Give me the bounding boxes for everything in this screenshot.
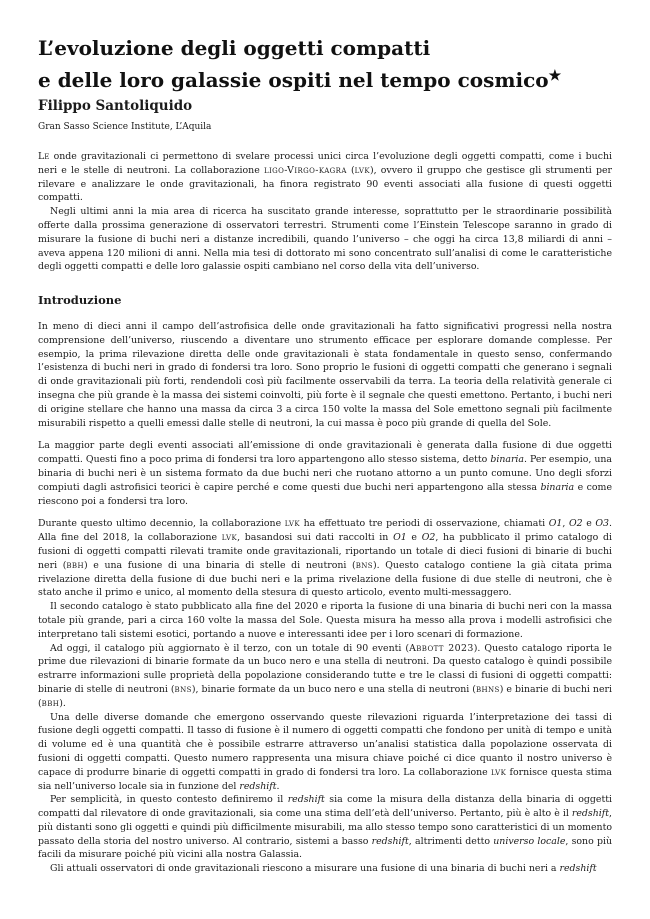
run-label: O2 <box>568 518 583 530</box>
body-paragraph-8 <box>38 862 612 876</box>
body-text: ). Questo catalogo riporta le prime due rilevazioni di binarie formate da un buco nero e una stella di neutroni. Da questo catalogo è quindi possibile estrarre informazioni sulle proprietà della popolazione considerando tutte e tre le classi di fusioni di oggetti compatti: binarie di stelle di neutroni ( <box>38 642 612 695</box>
acronym: bhns <box>475 683 500 695</box>
body-text: e <box>406 532 422 544</box>
emphasis-term: redshift <box>239 780 277 792</box>
author-affiliation: Gran Sasso Science Institute, L’Aquila <box>38 122 212 132</box>
run-label: O2 <box>421 532 436 544</box>
acronym: bns <box>355 559 373 571</box>
body-text: ). <box>59 697 66 709</box>
article-title <box>38 34 618 94</box>
abstract-text: onde gravitazionali ci permettono di svelare processi unici circa l’evoluzione degli oggetti compatti, come i buchi neri e le stelle di neutroni. La collaborazione <box>38 151 612 176</box>
body-text: e <box>582 518 596 530</box>
body-text: e come riescono poi a fondersi tra loro. <box>38 481 612 507</box>
body-text: Gli attuali osservatori di onde gravitazionali riescono a misurare una fusione di una binaria di buchi neri a <box>50 863 560 875</box>
author-name: Filippo Santoliquido <box>38 98 193 114</box>
emphasis-term: redshift <box>559 863 597 875</box>
abstract-paragraph-2: Negli ultimi anni la mia area di ricerca ha suscitato grande interesse, soprattutto per le straordinarie possibilità offerte dalla prossima generazione di osservatori terrestri. Strumenti come l’Einstein Telescope saranno in grado di misurare la fusione di buchi neri a distanze incredibili, quando l’universo – che oggi ha circa 13,8 miliardi di anni – aveva appena 120 milioni di anni. Nella mia tesi di dottorato mi sono concentrato sull’analisi di come le caratteristiche degli oggetti compatti e delle loro galassie ospiti cambiano nel corso della vita dell’universo. <box>38 206 612 273</box>
acronym: bbh <box>66 559 84 571</box>
abstract-text: ), ovvero il gruppo che gestisce gli strumenti per rilevare e analizzare le onde gravitazionali, ha finora registrato 90 eventi associati alla fusione di questi oggetti compatti. <box>38 164 612 204</box>
section-heading: Introduzione <box>38 293 122 307</box>
abstract-paragraph-1 <box>38 150 612 205</box>
title-line-2-text: e delle loro galassie ospiti nel tempo cosmico <box>38 68 549 92</box>
abstract <box>38 150 612 274</box>
acronym: lvk <box>284 518 301 530</box>
body-text: ). Questo catalogo contiene la già citata prima rivelazione diretta della fusione di due buchi neri e la prima rivelazione della fusione di due stelle di neutroni, che è stato anche il primo e unico, al momento della stesura di questo articolo, evento multi-messaggero. <box>38 559 612 599</box>
body-text: sia come la misura della distanza della binaria di oggetti compatti dal rilevatore di onde gravitazionali, sia come una stima dell’età dell’universo. Pertanto, più è alto è il <box>38 794 612 820</box>
body-text: . Alla fine del 2018, la collaborazione <box>38 518 612 544</box>
body-text: ) e una fusione di una binaria di stelle di neutroni ( <box>83 559 356 571</box>
run-label: O3 <box>595 518 610 530</box>
title-line-1: L’evoluzione degli oggetti compatti <box>38 36 431 60</box>
acronym: bns <box>174 683 192 695</box>
citation: Abbott 2023 <box>409 642 474 654</box>
body-text: , basandosi sui dati raccolti in <box>237 532 394 544</box>
body-text: , più distanti sono gli oggetti e quindi più difficilmente misurabili, ma allo stesso tempo sono caratteristici di un momento passato della storia del nostro universo. Al contrario, sistemi a basso <box>38 808 612 847</box>
title-line-2 <box>38 62 618 94</box>
run-label: O1 <box>393 532 407 544</box>
body-text: , ha pubblicato il primo catalogo di fusioni di oggetti compatti rilevati tramite onde gravitazionali, riportando un totale di dieci fusioni di binarie di buchi neri ( <box>38 532 612 571</box>
body-paragraph-1: In meno di dieci anni il campo dell’astrofisica delle onde gravitazionali ha fatto significativi progressi nella nostra comprensione dell’universo, riuscendo a diventare uno strumento efficace per esplorare domande complesse. Per esempio, la prima rilevazione diretta delle onde gravitazionali è stata fondamentale in questo senso, confermando l’esistenza di buchi neri in grado di fondersi tra loro. Sono proprio le fusioni di oggetti compatti che generano i segnali di onde gravitazionali più forti, rendendoli così più facilmente osservabili da terra. La teoria della relatività generale ci insegna che più grande è la massa dei sistemi coinvolti, più forte è il segnale che questi emettono. Pertanto, i buchi neri di origine stellare che hanno una massa da circa 3 a circa 150 volte la massa del Sole emettono segnali più facilmente misurabili rispetto a quelli emessi dalle stelle di neutroni, la cui massa è poco più grande di quella del Sole. <box>38 321 612 429</box>
emphasis-term: binaria <box>540 481 575 493</box>
body-text: ) e binarie di buchi neri ( <box>38 683 612 709</box>
emphasis-term: redshift <box>371 835 409 847</box>
body-text: ), binarie formate da un buco nero e una stella di neutroni ( <box>191 683 476 695</box>
body-text: . <box>276 780 280 792</box>
body-text: Per semplicità, in questo contesto definiremo il <box>50 794 288 806</box>
body-text: fornisce questa stima sia nell’universo locale sia in funzione del <box>38 766 612 792</box>
body-text: Ad oggi, il catalogo più aggiornato è il terzo, con un totale di 90 eventi ( <box>50 642 410 654</box>
body-text: ha effettuato tre periodi di osservazione, chiamati <box>300 518 549 530</box>
acronym: lvk <box>221 532 238 544</box>
acronym: lvk <box>490 766 507 778</box>
emphasis-term: redshift <box>287 794 325 806</box>
emphasis-term: redshift <box>571 808 610 820</box>
collaboration-acronym: lvk <box>354 164 370 176</box>
body-paragraph-3 <box>38 517 612 600</box>
body-text: , altrimenti detto <box>408 835 494 847</box>
section-body <box>38 320 612 876</box>
body-text: Durante questo ultimo decennio, la collaborazione <box>38 518 285 530</box>
body-text: La maggior parte degli eventi associati all’emissione di onde gravitazionali è generata dalla fusione di due oggetti compatti. Questi fino a poco prima di fondersi tra loro appartengono allo stesso sistema, detto <box>38 440 612 466</box>
body-text: , <box>562 518 569 530</box>
body-text: Una delle diverse domande che emergono osservando queste rilevazioni riguarda l’interpretazione dei tassi di fusione degli oggetti compatti. Il tasso di fusione è il numero di oggetti compatti che fondono per unità di tempo e unità di volume ed è una quantità che è possibile estrarre attraverso un’analisi statistica dalla popolazione osservata di fusioni di oggetti compatti. Questo numero rappresenta una misura chiave poiché ci dice quanto il nostro universo è capace di produrre binarie di oggetti compatti in grado di fondersi tra loro. La collaborazione <box>38 711 612 778</box>
emphasis-term: binaria <box>490 454 525 466</box>
body-paragraph-5 <box>38 642 612 711</box>
lead-in-word: Le <box>38 151 50 162</box>
body-text: , sono più facili da misurare poiché più vicini alla nostra Galassia. <box>38 835 612 861</box>
star-footnote-mark: ★ <box>548 68 562 84</box>
run-label: O1 <box>548 518 563 530</box>
collaboration-acronym: ligo-Virgo-kagra <box>263 164 347 176</box>
body-paragraph-4: Il secondo catalogo è stato pubblicato alla fine del 2020 e riporta la fusione di una binaria di buchi neri con la massa totale più grande, pari a circa 160 volte la massa del Sole. Questa misura ha messo alla prova i modelli astrofisici che interpretano tali sistemi esotici, portando a nuove e interessanti idee per i loro scenari di formazione. <box>38 601 612 640</box>
abstract-text: ( <box>346 164 355 176</box>
body-paragraph-7 <box>38 793 612 862</box>
body-paragraph-2 <box>38 439 612 508</box>
emphasis-term: universo locale <box>493 835 566 847</box>
body-text: . Per esempio, una binaria di buchi neri è un sistema formato da due buchi neri che ruotano attorno a un punto comune. Uno degli sforzi compiuti dagli astrofisici teorici è capire perché e come questi due buchi neri appartengono alla stessa <box>38 454 612 493</box>
body-paragraph-6 <box>38 711 612 794</box>
acronym: bbh <box>41 697 60 709</box>
